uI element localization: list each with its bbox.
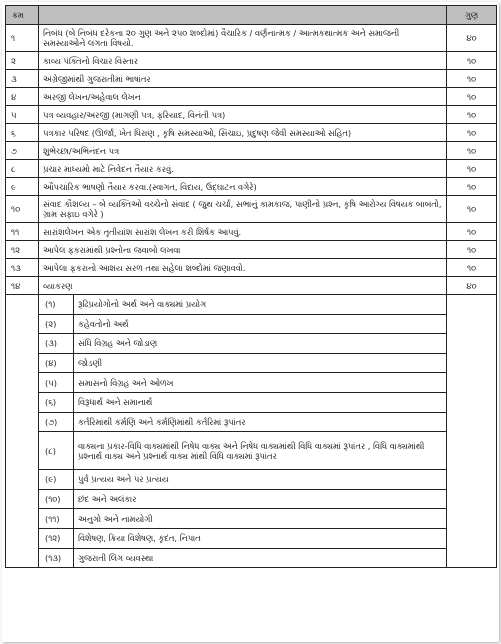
row-marks: ૧૦: [447, 70, 497, 88]
subitem-number: (૧૧): [39, 509, 74, 529]
row-number: ૧૧: [6, 223, 39, 241]
subitem-number: (૧૩): [39, 548, 74, 568]
row-marks: ૧૦: [447, 160, 497, 178]
subitem-number: (૮): [39, 432, 74, 470]
row-number: ૪: [6, 88, 39, 106]
subitem-topic: છંદ અને અલંકાર: [74, 489, 447, 509]
table-row: [6, 88, 497, 106]
row-marks: ૧૦: [447, 241, 497, 259]
row-marks: ૧૦: [447, 178, 497, 196]
row-number: ૧૨: [6, 241, 39, 259]
table-row: [6, 124, 497, 142]
table-row: [6, 160, 497, 178]
table-row: [6, 223, 497, 241]
subitem-number: (૧૦): [39, 489, 74, 509]
subitem-number: (૧૨): [39, 528, 74, 548]
subitem-topic: જોડણી: [74, 353, 447, 373]
row-number: ૫: [6, 106, 39, 124]
row-number: ૧૩: [6, 259, 39, 277]
table-row: [6, 52, 497, 70]
subitem-number: (૪): [39, 353, 74, 373]
header-marks: ગુણ: [447, 6, 497, 25]
row-topic: અરજી લેખન/અહેવાલ લેખન: [39, 88, 447, 106]
row-topic: નિબંધ (બે નિબંધ દરેકના ૨૦ ગુણ અને ૨૫૦ શબ્દોમાં) વૈચારિક / વર્ણનાત્મક / આત્મકથાત્મક અને સમાજની સમસ્યાઓને લગતા વિષયો.: [39, 25, 447, 52]
subitem-topic: ગુજરાતી લિંગ વ્યવસ્થા: [74, 548, 447, 568]
row-number: ૬: [6, 124, 39, 142]
syllabus-table: [5, 5, 497, 568]
table-row: [6, 178, 497, 196]
subitem-topic: સંધિ વિગ્રહ અને જોડાણ: [74, 334, 447, 354]
row-topic: સંવાદ કૌશલ્ય – બે વ્યક્તિઓ વચ્ચેનો સંવાદ ( જુથ ચર્ચા, સભાનું કામકાજ, પાણીનો પ્રશ્ન, કૃષિ આરોગ્ય વિષયક બાબતો, ગ્રામ સફાઇ વગેરે ): [39, 196, 447, 223]
row-topic: પત્રકાર પરિષદ (ઊર્જા, ખેત ધિરાણ , કૃષિ સમસ્યાઓ, સિંચાઇ, પ્રદુષણ જેવી સમસ્યાઓ સહિત): [39, 124, 447, 142]
row-marks: ૧૦: [447, 52, 497, 70]
subitem-topic: વિશેષણ, ક્રિયા વિશેષણ, કૃદંત, નિપાત: [74, 528, 447, 548]
table-row: [6, 106, 497, 124]
row-number: ૯: [6, 178, 39, 196]
subitem-number: (૬): [39, 392, 74, 412]
subitem-topic: કહેવતોનો અર્થ: [74, 314, 447, 334]
grammar-subitem: [6, 432, 497, 470]
subitem-topic: વિરૂધાર્થ અને સમાનાર્થ: [74, 392, 447, 412]
row-marks: ૧૦: [447, 124, 497, 142]
grammar-subitem: [6, 392, 497, 412]
row-marks: ૪૦: [447, 277, 497, 295]
row-topic: પ્રચાર માધ્યમો માટે નિવેદન તૈયાર કરવું.: [39, 160, 447, 178]
row-topic: અંગ્રેજીમાંથી ગુજરાતીમાં ભાષાંતર: [39, 70, 447, 88]
table-row: [6, 25, 497, 52]
row-marks: ૧૦: [447, 142, 497, 160]
table-row: [6, 196, 497, 223]
subitem-number: (૨): [39, 314, 74, 334]
grammar-subitem: [6, 295, 497, 315]
header-serial: ક્રમ: [6, 6, 39, 25]
grammar-subitem: [6, 548, 497, 568]
grammar-subitem: [6, 489, 497, 509]
table-row: [6, 277, 497, 295]
row-number: ૧૦: [6, 196, 39, 223]
subitem-topic: કર્તરિમાંથી કર્મણિ અને કર્મણિમાંથી કર્તરિમાં રૂપાંતર: [74, 412, 447, 432]
row-number: ૨: [6, 52, 39, 70]
grammar-subitem: [6, 470, 497, 490]
row-topic: શુભેચ્છા/અભિનંદન પત્ર: [39, 142, 447, 160]
table-row: [6, 259, 497, 277]
subitem-topic: સમાસનો વિગ્રહ અને ઓળખ: [74, 373, 447, 393]
row-topic: આપેલ ફકરામાંથી પ્રશ્નોના જવાબો લખવા: [39, 241, 447, 259]
row-marks: ૧૦: [447, 259, 497, 277]
subitem-topic: અનુગો અને નામયોગી: [74, 509, 447, 529]
row-topic: વ્યાકરણ: [39, 277, 447, 295]
grammar-subitem: [6, 314, 497, 334]
row-topic: સારાંશલેખન એક તૃતીયાંશ સારાંશ લેખન કરી શિર્ષક આપવું.: [39, 223, 447, 241]
document-page: [2, 2, 499, 642]
row-marks: ૧૦: [447, 88, 497, 106]
header-topic: [39, 6, 447, 25]
table-header: [6, 6, 497, 25]
grammar-subitem: [6, 353, 497, 373]
row-topic: ઔપચારિક ભાષણો તૈયાર કરવા.(સ્વાગત, વિદાય, ઉદ્ઘાટન વગેરે): [39, 178, 447, 196]
subitem-number: (૫): [39, 373, 74, 393]
subitem-number: (૩): [39, 334, 74, 354]
row-number: ૩: [6, 70, 39, 88]
table-row: [6, 70, 497, 88]
subitem-number: (૭): [39, 412, 74, 432]
grammar-subitem: [6, 412, 497, 432]
grammar-subitem: [6, 334, 497, 354]
row-marks: ૧૦: [447, 196, 497, 223]
row-topic: આપેલા ફકરાનો આશય સરળ તથા સહેલા શબ્દોમાં જણાવવો.: [39, 259, 447, 277]
grammar-subitem: [6, 373, 497, 393]
row-topic: પત્ર વ્યવહાર/અરજી (માગણી પત્ર, ફરિયાદ, વિનંતી પત્ર): [39, 106, 447, 124]
row-topic: કાવ્ય પંક્તિનો વિચાર વિસ્તાર: [39, 52, 447, 70]
table-row: [6, 142, 497, 160]
subitem-topic: વાક્યના પ્રકાર-વિધિ વાક્યમાંથી નિષેધ વાક્ય અને નિષેધ વાક્યમાંથી વિધિ વાક્યમાં રૂપાંતર , વિધિ વાક્યમાંથી પ્રશ્નાર્થ વાક્ય અને પ્રશ્નાર્થ વાક્ય માંથી વિધિ વાક્યમાં રૂપાંતર: [74, 432, 447, 470]
grammar-subitem: [6, 509, 497, 529]
grammar-subitem: [6, 528, 497, 548]
row-number: ૧૪: [6, 277, 39, 295]
row-marks: ૧૦: [447, 223, 497, 241]
subitem-number: (૧): [39, 295, 74, 315]
subitem-topic: પુર્વ પ્રત્યય અને પર પ્રત્યય: [74, 470, 447, 490]
table-row: [6, 241, 497, 259]
row-number: ૮: [6, 160, 39, 178]
row-marks: ૧૦: [447, 106, 497, 124]
subitem-topic: રૂઢિપ્રયોગોનો અર્થ અને વાક્યમાં પ્રયોગ: [74, 295, 447, 315]
row-number: ૭: [6, 142, 39, 160]
subitem-number: (૯): [39, 470, 74, 490]
row-marks: ૪૦: [447, 25, 497, 52]
row-number: ૧: [6, 25, 39, 52]
